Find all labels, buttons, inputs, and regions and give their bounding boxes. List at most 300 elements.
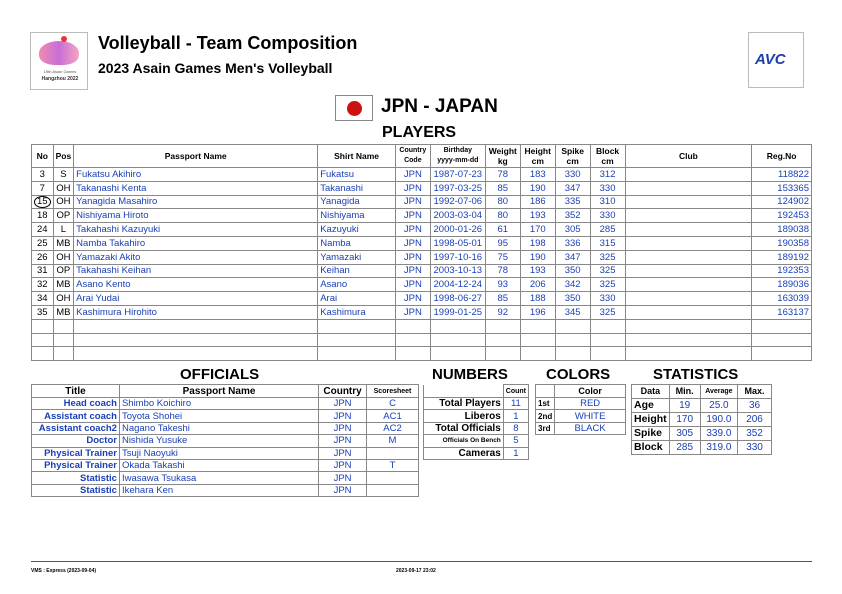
colors-row xyxy=(536,398,626,410)
player-birthday: 2003-03-04 xyxy=(430,209,485,223)
player-height: 188 xyxy=(520,292,555,306)
col-avg: Average xyxy=(700,385,737,399)
statistics-avg: 319.0 xyxy=(700,441,737,455)
player-shirt: Yanagida xyxy=(318,195,396,209)
numbers-label: Total Players xyxy=(424,398,504,410)
player-name: Namba Takahiro xyxy=(74,236,318,250)
player-club xyxy=(625,181,752,195)
player-code: JPN xyxy=(395,292,430,306)
player-spike: 330 xyxy=(555,168,590,182)
statistics-label: Height xyxy=(632,413,670,427)
official-scoresheet xyxy=(367,447,419,459)
player-no: 7 xyxy=(32,181,54,195)
player-code: JPN xyxy=(395,250,430,264)
empty-cell xyxy=(32,319,54,333)
empty-cell xyxy=(520,347,555,361)
official-row xyxy=(32,472,419,484)
player-reg: 124902 xyxy=(752,195,812,209)
player-no: 34 xyxy=(32,292,54,306)
logo-line1: 19th Asian Games xyxy=(43,69,77,74)
player-weight: 95 xyxy=(485,236,520,250)
player-row xyxy=(32,209,812,223)
official-name: Iwasawa Tsukasa xyxy=(119,472,318,484)
player-name: Nishiyama Hiroto xyxy=(74,209,318,223)
player-club xyxy=(625,305,752,319)
player-height: 193 xyxy=(520,209,555,223)
official-name: Shimbo Koichiro xyxy=(119,398,318,410)
official-title: Physical Trainer xyxy=(32,459,120,471)
team-country: JPN - JAPAN xyxy=(381,96,498,117)
player-weight: 80 xyxy=(485,209,520,223)
officials-section-title: OFFICIALS xyxy=(180,366,260,383)
official-row xyxy=(32,422,419,434)
player-code: JPN xyxy=(395,305,430,319)
empty-cell xyxy=(752,347,812,361)
col-data: Data xyxy=(632,385,670,399)
statistics-header-row xyxy=(632,385,772,399)
player-code: JPN xyxy=(395,181,430,195)
colors-value: WHITE xyxy=(555,410,626,422)
statistics-label: Age xyxy=(632,399,670,413)
player-spike: 335 xyxy=(555,195,590,209)
official-row xyxy=(32,484,419,496)
empty-cell xyxy=(752,319,812,333)
empty-cell xyxy=(395,333,430,347)
col-spike: Spike cm xyxy=(555,145,590,168)
player-shirt: Namba xyxy=(318,236,396,250)
player-no xyxy=(32,195,54,209)
player-pos: OH xyxy=(53,195,74,209)
official-title: Statistic xyxy=(32,484,120,496)
numbers-count: 11 xyxy=(503,398,528,410)
empty-cell xyxy=(74,319,318,333)
player-birthday: 1997-10-16 xyxy=(430,250,485,264)
col-count: Count xyxy=(503,385,528,398)
player-pos: OH xyxy=(53,250,74,264)
empty-row xyxy=(32,333,812,347)
col-shirt: Shirt Name xyxy=(318,145,396,168)
empty-cell xyxy=(318,347,396,361)
player-shirt: Arai xyxy=(318,292,396,306)
official-scoresheet: AC1 xyxy=(367,410,419,422)
col-club: Club xyxy=(625,145,752,168)
player-row xyxy=(32,195,812,209)
page-title: Volleyball - Team Composition xyxy=(98,33,358,53)
statistics-avg: 190.0 xyxy=(700,413,737,427)
player-pos: S xyxy=(53,168,74,182)
empty-row xyxy=(32,347,812,361)
player-code: JPN xyxy=(395,168,430,182)
official-row xyxy=(32,435,419,447)
player-reg: 192353 xyxy=(752,264,812,278)
official-scoresheet: C xyxy=(367,398,419,410)
player-height: 186 xyxy=(520,195,555,209)
official-scoresheet: M xyxy=(367,435,419,447)
official-country: JPN xyxy=(319,447,367,459)
player-spike: 347 xyxy=(555,250,590,264)
page-subtitle: 2023 Asain Games Men's Volleyball xyxy=(98,60,333,76)
player-row xyxy=(32,181,812,195)
player-name: Arai Yudai xyxy=(74,292,318,306)
colors-table xyxy=(535,384,626,435)
player-birthday: 1998-05-01 xyxy=(430,236,485,250)
player-height: 170 xyxy=(520,223,555,237)
player-height: 190 xyxy=(520,181,555,195)
player-club xyxy=(625,278,752,292)
numbers-count: 1 xyxy=(503,410,528,422)
empty-cell xyxy=(430,319,485,333)
statistics-min: 170 xyxy=(669,413,700,427)
player-block: 285 xyxy=(590,223,625,237)
numbers-label: Officials On Bench xyxy=(424,435,504,447)
player-block: 315 xyxy=(590,236,625,250)
player-reg: 189192 xyxy=(752,250,812,264)
player-birthday: 1997-03-25 xyxy=(430,181,485,195)
colors-label: 3rd xyxy=(536,422,555,434)
empty-cell xyxy=(625,319,752,333)
statistics-label: Block xyxy=(632,441,670,455)
official-country: JPN xyxy=(319,459,367,471)
official-title: Doctor xyxy=(32,435,120,447)
statistics-table xyxy=(631,384,772,455)
numbers-section-title: NUMBERS xyxy=(432,366,508,383)
player-shirt: Asano xyxy=(318,278,396,292)
col-weight: Weight kg xyxy=(485,145,520,168)
player-row xyxy=(32,236,812,250)
player-code: JPN xyxy=(395,209,430,223)
player-shirt: Takanashi xyxy=(318,181,396,195)
colors-blank-header xyxy=(536,385,555,398)
official-scoresheet xyxy=(367,472,419,484)
col-height: Height cm xyxy=(520,145,555,168)
player-pos: OH xyxy=(53,292,74,306)
player-weight: 78 xyxy=(485,264,520,278)
player-weight: 85 xyxy=(485,292,520,306)
player-code: JPN xyxy=(395,195,430,209)
official-title: Physical Trainer xyxy=(32,447,120,459)
official-row xyxy=(32,410,419,422)
player-row xyxy=(32,223,812,237)
numbers-row xyxy=(424,398,529,410)
player-weight: 75 xyxy=(485,250,520,264)
official-scoresheet: T xyxy=(367,459,419,471)
player-birthday: 2004-12-24 xyxy=(430,278,485,292)
empty-cell xyxy=(74,333,318,347)
statistics-min: 19 xyxy=(669,399,700,413)
player-name: Fukatsu Akihiro xyxy=(74,168,318,182)
player-club xyxy=(625,236,752,250)
player-club xyxy=(625,292,752,306)
player-row xyxy=(32,250,812,264)
col-title: Title xyxy=(32,385,120,398)
empty-cell xyxy=(430,333,485,347)
player-row xyxy=(32,292,812,306)
player-weight: 78 xyxy=(485,168,520,182)
statistics-avg: 339.0 xyxy=(700,427,737,441)
numbers-count: 5 xyxy=(503,435,528,447)
numbers-row xyxy=(424,447,529,459)
statistics-min: 285 xyxy=(669,441,700,455)
official-name: Tsuji Naoyuki xyxy=(119,447,318,459)
col-country: Country Code xyxy=(395,145,430,168)
player-block: 330 xyxy=(590,292,625,306)
player-reg: 163137 xyxy=(752,305,812,319)
player-pos: L xyxy=(53,223,74,237)
player-height: 193 xyxy=(520,264,555,278)
player-block: 325 xyxy=(590,264,625,278)
official-country: JPN xyxy=(319,472,367,484)
player-reg: 190358 xyxy=(752,236,812,250)
player-name: Takahashi Kazuyuki xyxy=(74,223,318,237)
col-max: Max. xyxy=(738,385,772,399)
statistics-max: 330 xyxy=(738,441,772,455)
official-name: Okada Takashi xyxy=(119,459,318,471)
statistics-max: 352 xyxy=(738,427,772,441)
player-weight: 93 xyxy=(485,278,520,292)
player-reg: 189036 xyxy=(752,278,812,292)
empty-cell xyxy=(625,347,752,361)
player-birthday: 2003-10-13 xyxy=(430,264,485,278)
captain-circle: 15 xyxy=(34,196,51,208)
player-pos: OP xyxy=(53,264,74,278)
footer-timestamp: 2023-09-17 23:02 xyxy=(396,568,436,574)
official-scoresheet xyxy=(367,484,419,496)
player-no: 25 xyxy=(32,236,54,250)
statistics-section-title: STATISTICS xyxy=(653,366,739,383)
official-row xyxy=(32,447,419,459)
empty-cell xyxy=(53,319,74,333)
player-club xyxy=(625,168,752,182)
player-no: 3 xyxy=(32,168,54,182)
statistics-label: Spike xyxy=(632,427,670,441)
official-title: Assistant coach xyxy=(32,410,120,422)
avc-logo xyxy=(748,32,804,88)
statistics-row xyxy=(632,427,772,441)
player-name: Takanashi Kenta xyxy=(74,181,318,195)
statistics-row xyxy=(632,399,772,413)
player-shirt: Kazuyuki xyxy=(318,223,396,237)
empty-cell xyxy=(520,333,555,347)
player-weight: 92 xyxy=(485,305,520,319)
player-birthday: 1992-07-06 xyxy=(430,195,485,209)
player-weight: 80 xyxy=(485,195,520,209)
empty-cell xyxy=(430,347,485,361)
player-block: 310 xyxy=(590,195,625,209)
official-title: Statistic xyxy=(32,472,120,484)
numbers-count: 1 xyxy=(503,447,528,459)
logo-sun-icon xyxy=(61,36,67,42)
empty-cell xyxy=(520,319,555,333)
player-height: 183 xyxy=(520,168,555,182)
player-spike: 350 xyxy=(555,264,590,278)
player-pos: OH xyxy=(53,181,74,195)
numbers-label: Liberos xyxy=(424,410,504,422)
colors-header-row xyxy=(536,385,626,398)
player-no: 26 xyxy=(32,250,54,264)
official-country: JPN xyxy=(319,484,367,496)
player-shirt: Fukatsu xyxy=(318,168,396,182)
player-code: JPN xyxy=(395,223,430,237)
player-spike: 336 xyxy=(555,236,590,250)
empty-cell xyxy=(32,347,54,361)
numbers-row xyxy=(424,435,529,447)
player-weight: 61 xyxy=(485,223,520,237)
player-block: 330 xyxy=(590,181,625,195)
player-birthday: 1987-07-23 xyxy=(430,168,485,182)
player-club xyxy=(625,264,752,278)
player-block: 325 xyxy=(590,250,625,264)
hangzhou-logo xyxy=(30,32,88,90)
player-weight: 85 xyxy=(485,181,520,195)
empty-cell xyxy=(555,347,590,361)
official-country: JPN xyxy=(319,435,367,447)
col-color: Color xyxy=(555,385,626,398)
col-no: No xyxy=(32,145,54,168)
official-title: Head coach xyxy=(32,398,120,410)
player-reg: 189038 xyxy=(752,223,812,237)
colors-row xyxy=(536,410,626,422)
players-section-title: PLAYERS xyxy=(382,124,457,141)
empty-cell xyxy=(395,319,430,333)
player-spike: 345 xyxy=(555,305,590,319)
statistics-avg: 25.0 xyxy=(700,399,737,413)
empty-cell xyxy=(53,333,74,347)
empty-cell xyxy=(485,319,520,333)
colors-value: RED xyxy=(555,398,626,410)
player-row xyxy=(32,278,812,292)
col-block: Block cm xyxy=(590,145,625,168)
player-shirt: Kashimura xyxy=(318,305,396,319)
player-spike: 350 xyxy=(555,292,590,306)
player-block: 325 xyxy=(590,305,625,319)
empty-cell xyxy=(590,319,625,333)
player-height: 206 xyxy=(520,278,555,292)
players-header-row xyxy=(32,145,812,168)
numbers-label: Total Officials xyxy=(424,422,504,434)
player-spike: 352 xyxy=(555,209,590,223)
official-scoresheet: AC2 xyxy=(367,422,419,434)
player-pos: MB xyxy=(53,278,74,292)
empty-cell xyxy=(752,333,812,347)
logo-emblem-icon xyxy=(39,41,79,65)
empty-cell xyxy=(485,333,520,347)
player-pos: MB xyxy=(53,236,74,250)
player-code: JPN xyxy=(395,278,430,292)
player-birthday: 1998-06-27 xyxy=(430,292,485,306)
player-no: 31 xyxy=(32,264,54,278)
statistics-max: 36 xyxy=(738,399,772,413)
col-name: Passport Name xyxy=(74,145,318,168)
player-name: Yanagida Masahiro xyxy=(74,195,318,209)
colors-section-title: COLORS xyxy=(546,366,611,383)
player-reg: 192453 xyxy=(752,209,812,223)
player-club xyxy=(625,223,752,237)
official-title: Assistant coach2 xyxy=(32,422,120,434)
col-birthday: Birthday yyyy-mm-dd xyxy=(430,145,485,168)
official-country: JPN xyxy=(319,422,367,434)
official-country: JPN xyxy=(319,398,367,410)
officials-header-row xyxy=(32,385,419,398)
player-spike: 347 xyxy=(555,181,590,195)
footer-version: VMS : Express (2023-09-04) xyxy=(31,568,97,574)
empty-cell xyxy=(395,347,430,361)
player-height: 198 xyxy=(520,236,555,250)
player-pos: OP xyxy=(53,209,74,223)
numbers-count: 8 xyxy=(503,422,528,434)
empty-cell xyxy=(625,333,752,347)
statistics-row xyxy=(632,413,772,427)
empty-cell xyxy=(555,319,590,333)
player-spike: 342 xyxy=(555,278,590,292)
numbers-header-row xyxy=(424,385,529,398)
official-country: JPN xyxy=(319,410,367,422)
empty-cell xyxy=(74,347,318,361)
player-reg: 153365 xyxy=(752,181,812,195)
player-height: 196 xyxy=(520,305,555,319)
player-reg: 163039 xyxy=(752,292,812,306)
official-row xyxy=(32,398,419,410)
player-pos: MB xyxy=(53,305,74,319)
official-name: Toyota Shohei xyxy=(119,410,318,422)
player-height: 190 xyxy=(520,250,555,264)
footer-divider xyxy=(31,561,812,562)
numbers-label: Cameras xyxy=(424,447,504,459)
empty-cell xyxy=(32,333,54,347)
numbers-blank-header xyxy=(424,385,504,398)
player-block: 325 xyxy=(590,278,625,292)
colors-value: BLACK xyxy=(555,422,626,434)
colors-label: 2nd xyxy=(536,410,555,422)
empty-cell xyxy=(485,347,520,361)
logo-line2: Hangzhou 2022 xyxy=(41,76,79,82)
avc-logo-text: AVC xyxy=(755,51,786,68)
player-block: 330 xyxy=(590,209,625,223)
player-club xyxy=(625,209,752,223)
player-row xyxy=(32,264,812,278)
officials-table xyxy=(31,384,419,497)
player-no: 35 xyxy=(32,305,54,319)
player-code: JPN xyxy=(395,236,430,250)
player-birthday: 1999-01-25 xyxy=(430,305,485,319)
japan-flag-icon xyxy=(335,95,373,121)
colors-label: 1st xyxy=(536,398,555,410)
player-no: 24 xyxy=(32,223,54,237)
player-name: Takahashi Keihan xyxy=(74,264,318,278)
official-row xyxy=(32,459,419,471)
empty-row xyxy=(32,319,812,333)
statistics-row xyxy=(632,441,772,455)
col-official-country: Country xyxy=(319,385,367,398)
official-name: Nishida Yusuke xyxy=(119,435,318,447)
numbers-row xyxy=(424,410,529,422)
player-club xyxy=(625,195,752,209)
player-shirt: Nishiyama xyxy=(318,209,396,223)
player-spike: 305 xyxy=(555,223,590,237)
empty-cell xyxy=(53,347,74,361)
player-row xyxy=(32,168,812,182)
numbers-table xyxy=(423,384,529,460)
player-shirt: Yamazaki xyxy=(318,250,396,264)
players-table xyxy=(31,144,812,361)
col-pos: Pos xyxy=(53,145,74,168)
col-official-name: Passport Name xyxy=(119,385,318,398)
colors-row xyxy=(536,422,626,434)
player-name: Asano Kento xyxy=(74,278,318,292)
col-reg: Reg.No xyxy=(752,145,812,168)
empty-cell xyxy=(555,333,590,347)
statistics-min: 305 xyxy=(669,427,700,441)
empty-cell xyxy=(590,347,625,361)
